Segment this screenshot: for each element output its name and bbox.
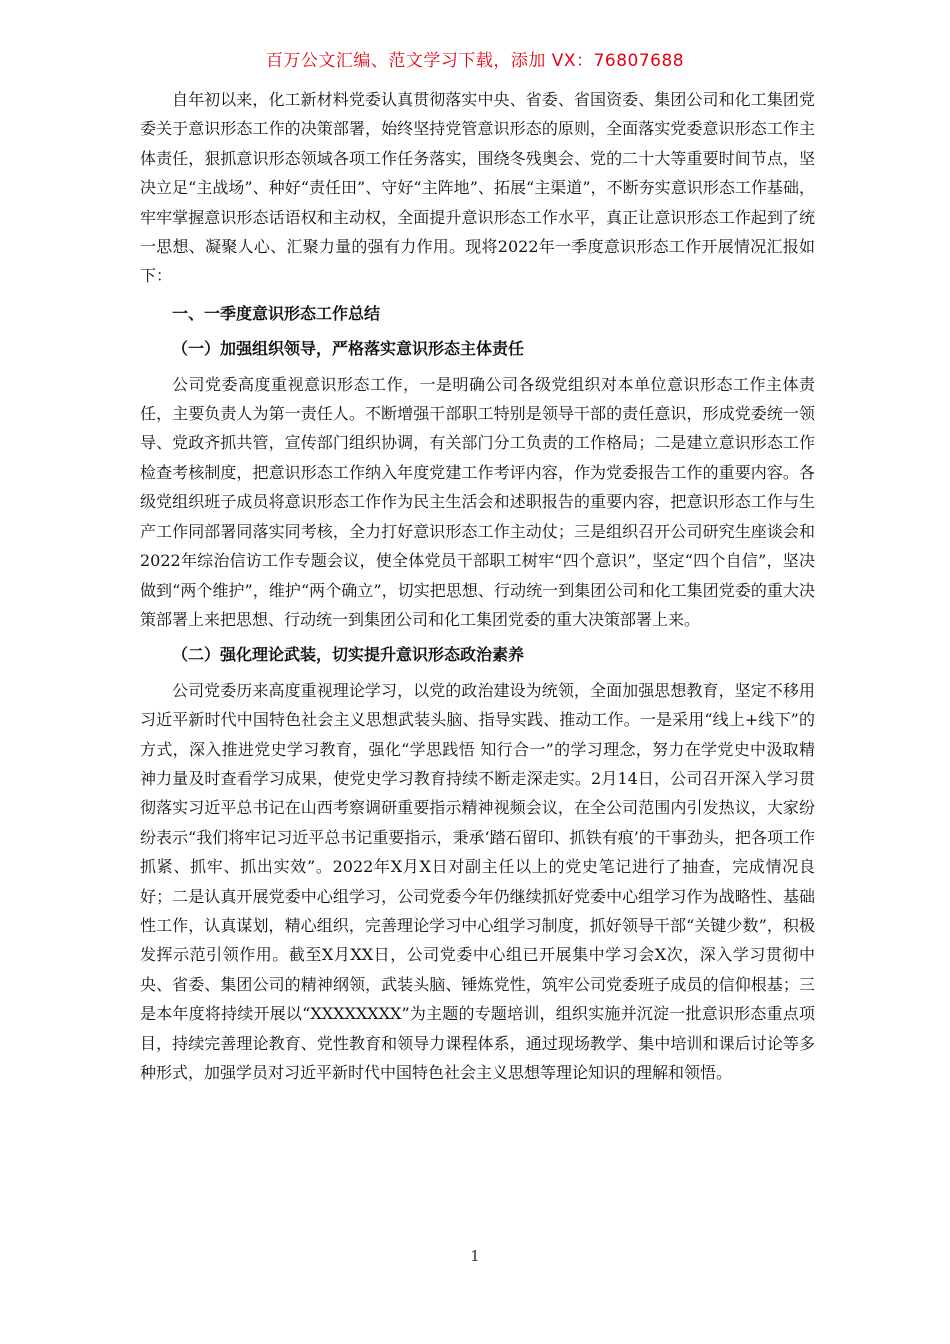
subsection-2-heading: （二）强化理论武装，切实提升意识形态政治素养 bbox=[172, 645, 525, 665]
subsection-1-paragraph: 公司党委高度重视意识形态工作，一是明确公司各级党组织对本单位意识形态工作主体责任，主要负责人为第一责任人。不断增强干部职工特别是领导干部的责任意识，形成党委统一领导、党政齐抓共管，宣传部门组织协调，有关部门分工负责的工作格局；二是建立意识形态工作检查考核制度，把意识形态工作纳入年度党建工作考评内容，作为党委报告工作的重要内容。各级党组织班子成员将意识形态工作作为民主生活会和述职报告的重要内容，把意识形态工作与生产工作同部署同落实同考核，全力打好意识形态工作主动仗；三是组织召开公司研究生座谈会和2022年综治信访工作专题会议，使全体党员干部职工树牢“四个意识”，坚定“四个自信”，坚决做到“两个维护”，维护“两个确立”，切实把思想、行动统一到集团公司和化工集团党委的重大决策部署上来把思想、行动统一到集团公司和化工集团党委的重大决策部署上来。 bbox=[140, 374, 815, 629]
document-body bbox=[140, 85, 815, 1087]
header-banner: 百万公文汇编、范文学习下载，添加 VX：76807688 bbox=[265, 51, 685, 71]
subsection-1-heading: （一）加强组织领导，严格落实意识形态主体责任 bbox=[172, 339, 525, 359]
subsection-2-paragraph: 公司党委历来高度重视理论学习，以党的政治建设为统领，全面加强思想教育，坚定不移用习近平新时代中国特色社会主义思想武装头脑、指导实践、推动工作。一是采用“线上+线下”的方式，深入推进党史学习教育，强化“学思践悟 知行合一”的学习理念，努力在学党史中汲取精神力量及时查看学习成果，使党史学习教育持续不断走深走实。2月14日，公司召开深入学习贯彻落实习近平总书记在山西考察调研重要指示精神视频会议，在全公司范围内引发热议，大家纷纷表示“我们将牢记习近平总书记重要指示，秉承‘踏石留印、抓铁有痕’的干事劲头，把各项工作抓紧、抓牢、抓出实效”。2022年X月X日对副主任以上的党史笔记进行了抽查，完成情况良好；二是认真开展党委中心组学习，公司党委今年仍继续抓好党委中心组学习作为战略性、基础性工作，认真谋划，精心组织，完善理论学习中心组学习制度，抓好领导干部“关键少数”，积极发挥示范引领作用。截至X月XX日，公司党委中心组已开展集中学习会X次，深入学习贯彻中央、省委、集团公司的精神纲领，武装头脑、锤炼党性，筑牢公司党委班子成员的信仰根基；三是本年度将持续开展以“XXXXXXXX”为主题的专题培训，组织实施并沉淀一批意识形态重点项目，持续完善理论教育、党性教育和领导力课程体系，通过现场教学、集中培训和课后讨论等多种形式，加强学员对习近平新时代中国特色社会主义思想等理论知识的理解和领悟。 bbox=[140, 680, 815, 1082]
page-number: 1 bbox=[470, 1247, 480, 1265]
section-1-heading: 一、一季度意识形态工作总结 bbox=[172, 303, 381, 323]
intro-paragraph: 自年初以来，化工新材料党委认真贯彻落实中央、省委、省国资委、集团公司和化工集团党委关于意识形态工作的决策部署，始终坚持党管意识形态的原则，全面落实党委意识形态工作主体责任，狠抓意识形态领域各项工作任务落实，围绕冬残奥会、党的二十大等重要时间节点，坚决立足“主战场”、种好“责任田”、守好“主阵地”、拓展“主渠道”，不断夯实意识形态工作基础，牢牢掌握意识形态话语权和主动权，全面提升意识形态工作水平，真正让意识形态工作起到了统一思想、凝聚人心、汇聚力量的强有力作用。现将2022年一季度意识形态工作开展情况汇报如下： bbox=[140, 90, 815, 286]
